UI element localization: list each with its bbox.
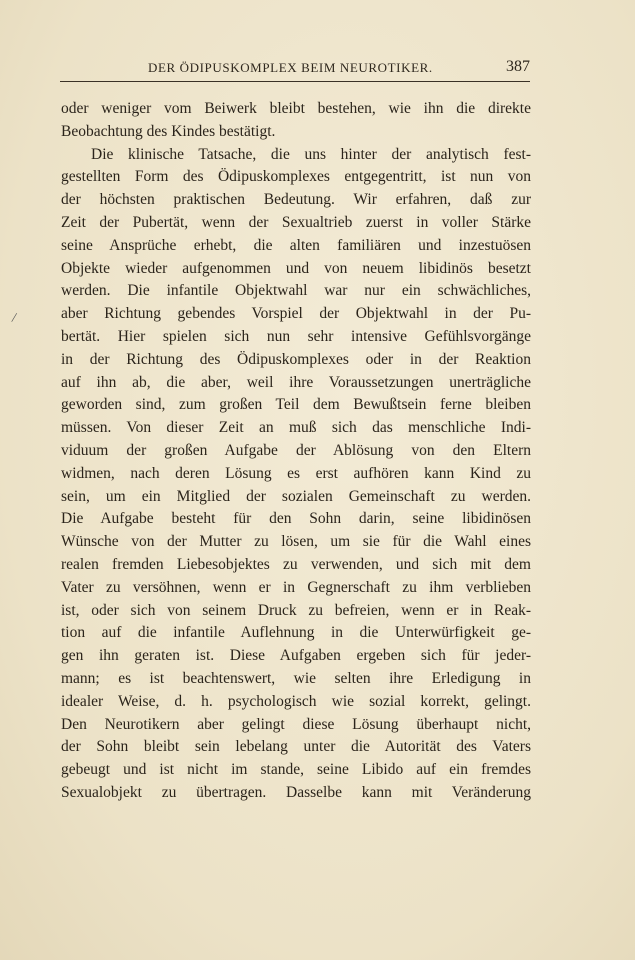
- text-line: Zeit der Pubertät, wenn der Sexualtrieb zuerst in voller Stärke: [61, 213, 531, 231]
- page-header: [60, 58, 530, 80]
- text-line: aber Richtung gebendes Vorspiel der Objektwahl in der Pu-: [61, 305, 531, 323]
- text-line: Objekte wieder aufgenommen und von neuem libidinös besetzt: [61, 259, 531, 277]
- text-line: geworden sind, zum großen Teil dem Bewußtsein ferne bleiben: [61, 396, 531, 414]
- text-line: mann; es ist beachtenswert, wie selten ihre Erledigung in: [61, 669, 531, 687]
- text-line: Wünsche von der Mutter zu lösen, um sie für die Wahl eines: [61, 533, 531, 551]
- text-line: realen fremden Liebesobjektes zu verwenden, und sich mit dem: [61, 555, 531, 573]
- text-line: gen ihn geraten ist. Diese Aufgaben ergeben sich für jeder-: [61, 647, 531, 665]
- text-line: widmen, nach deren Lösung es erst aufhören kann Kind zu: [61, 464, 531, 482]
- header-rule: [60, 81, 530, 82]
- margin-pencil-mark: /: [10, 310, 18, 327]
- text-line: viduum der großen Aufgabe der Ablösung von den Eltern: [61, 441, 531, 459]
- text-line: oder weniger vom Beiwerk bleibt bestehen, wie ihn die direkte: [61, 100, 531, 117]
- text-line: gestellten Form des Ödipuskomplexes entgegentritt, ist nun von: [61, 168, 531, 186]
- text-line: der Sohn bleibt sein lebelang unter die Autorität des Vaters: [61, 738, 531, 756]
- text-line: sein, um ein Mitglied der sozialen Gemeinschaft zu werden.: [61, 487, 531, 505]
- text-line: Den Neurotikern aber gelingt diese Lösung überhaupt nicht,: [61, 715, 531, 733]
- text-line: auf ihn ab, die aber, weil ihre Voraussetzungen unerträgliche: [61, 373, 531, 391]
- text-line: Beobachtung des Kindes bestätigt.: [61, 122, 276, 140]
- text-line: seine Ansprüche erhebt, die alten familiären und inzestuösen: [61, 236, 531, 254]
- text-line: tion auf die infantile Auflehnung in die Unterwürfigkeit ge-: [61, 624, 531, 642]
- text-line: Sexualobjekt zu übertragen. Dasselbe kann mit Veränderung: [61, 783, 531, 801]
- text-line: Vater zu versöhnen, wenn er in Gegnerschaft zu ihm verblieben: [61, 578, 531, 596]
- text-line: idealer Weise, d. h. psychologisch wie sozial korrekt, gelingt.: [61, 692, 531, 710]
- running-title: DER ÖDIPUSKOMPLEX BEIM NEUROTIKER.: [148, 60, 433, 75]
- text-line: bertät. Hier spielen sich nun sehr intensive Gefühlsvorgänge: [61, 327, 531, 345]
- text-line: gebeugt und ist nicht im stande, seine Libido auf ein fremdes: [61, 761, 531, 779]
- page-number: 387: [506, 58, 530, 75]
- text-line: werden. Die infantile Objektwahl war nur ein schwächliches,: [61, 282, 531, 300]
- body-text: [61, 98, 531, 805]
- text-line: der höchsten praktischen Bedeutung. Wir erfahren, daß zur: [61, 191, 531, 209]
- text-line: müssen. Von dieser Zeit an muß sich das menschliche Indi-: [61, 419, 531, 437]
- text-line: Die klinische Tatsache, die uns hinter der analytisch fest-: [91, 145, 531, 163]
- text-line: in der Richtung des Ödipuskomplexes oder in der Reaktion: [61, 350, 531, 368]
- text-line: Die Aufgabe besteht für den Sohn darin, seine libidinösen: [61, 510, 531, 528]
- text-line: ist, oder sich von seinem Druck zu befreien, wenn er in Reak-: [61, 601, 531, 619]
